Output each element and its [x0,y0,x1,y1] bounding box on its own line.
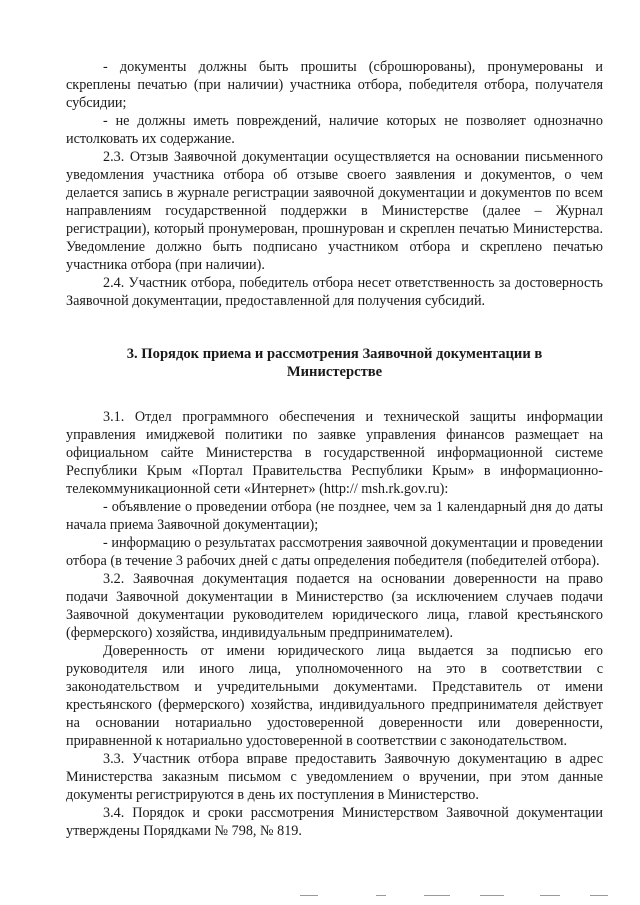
paragraph: 3.1. Отдел программного обеспечения и технической защиты информации управления имиджевой политики по заявке управления финансов размещает на официальном сайте Министерства в государственной информационной системе Республики Крым «Портал Правительства Республики Крым» в информационно-телекоммуникационной сети «Интернет» (http:// msh.rk.gov.ru): [66,409,603,497]
paragraph: 2.3. Отзыв Заявочной документации осуществляется на основании письменного уведомления участника отбора об отзыве своего заявления и документов, о чем делается запись в журнале регистрации заявочной документации и документов по всем направлениям государственной поддержки в Министерстве (далее – Журнал регистрации), который пронумерован, прошнурован и скреплен печатью Министерства. Уведомление должно быть подписано участником отбора и скреплено печатью участника отбора (при наличии). [66,149,603,273]
section-heading: 3. Порядок приема и рассмотрения Заявочной документации в Министерстве [126,346,543,380]
paragraph: 3.4. Порядок и сроки рассмотрения Министерством Заявочной документации утверждены Порядками № 798, № 819. [66,805,603,839]
paragraphs-section-2 [66,58,603,310]
paragraph: 3.3. Участник отбора вправе предоставить Заявочную документацию в адрес Министерства заказным письмом с уведомлением о вручении, при этом данные документы регистрируются в день их поступления в Министерство. [66,751,603,803]
paragraph: Доверенность от имени юридического лица выдается за подписью его руководителя или иного лица, уполномоченного на это в соответствии с законодательством и учредительными документами. Представитель от имени крестьянского (фермерского) хозяйства, индивидуального предпринимателя действует на основании нотариально удостоверенной доверенности или доверенности, приравненной к нотариально удостоверенной в соответствии с законодательством. [66,643,603,749]
paragraph: - объявление о проведении отбора (не позднее, чем за 1 календарный дня до даты начала приема Заявочной документации); [66,499,603,533]
paragraphs-section-3 [66,408,603,840]
paragraph: - информацию о результатах рассмотрения заявочной документации и проведении отбора (в течение 3 рабочих дней с даты определения победителя (победителей отбора). [66,535,603,569]
paragraph: 3.2. Заявочная документация подается на основании доверенности на право подачи Заявочной документации в Министерство (за исключением случаев подачи Заявочной документации руководителем юридического лица, главой крестьянского (фермерского) хозяйства, индивидуальным предпринимателем). [66,571,603,641]
scan-artifact-marks [0,895,640,899]
paragraph: 2.4. Участник отбора, победитель отбора несет ответственность за достоверность Заявочной документации, предоставленной для получения субсидий. [66,275,603,309]
paragraph: - документы должны быть прошиты (сброшюрованы), пронумерованы и скреплены печатью (при наличии) участника отбора, победителя отбора, получателя субсидии; [66,59,603,111]
paragraph: - не должны иметь повреждений, наличие которых не позволяет однозначно истолковать их содержание. [66,113,603,147]
document-body [66,58,603,840]
